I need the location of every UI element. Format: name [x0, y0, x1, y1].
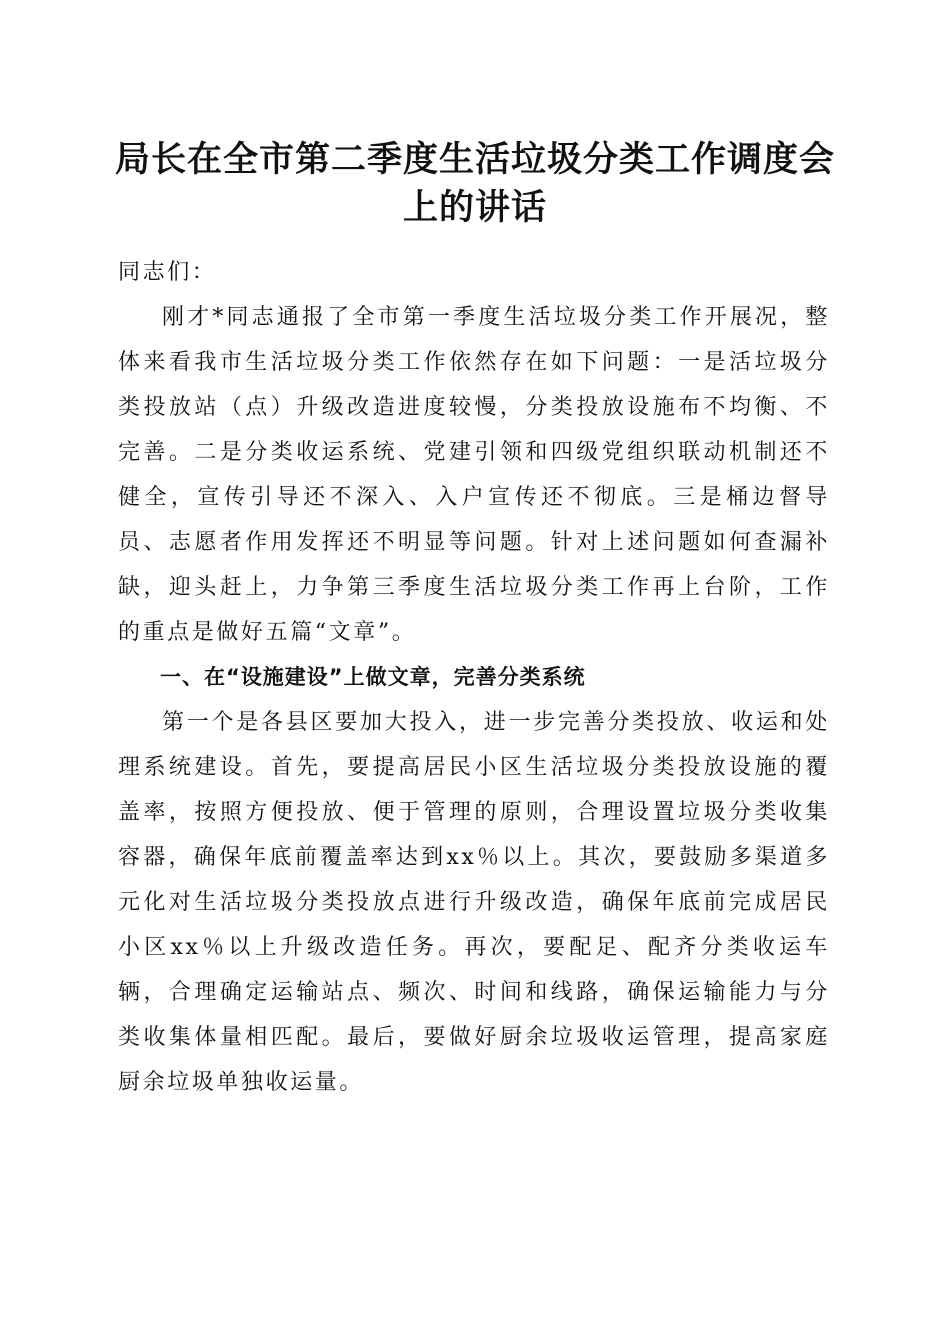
section-heading-1: 一、在“设施建设”上做文章，完善分类系统	[160, 665, 586, 689]
title-line-1: 局长在全市第二季度生活垃圾分类工作调度会	[114, 139, 835, 180]
document-body	[118, 250, 830, 1105]
document-title	[100, 136, 850, 232]
salutation: 同志们：	[118, 260, 217, 285]
paragraph-section-1: 第一个是各县区要加大投入，进一步完善分类投放、收运和处理系统建设。首先，要提高居民小区生活垃圾分类投放设施的覆盖率，按照方便投放、便于管理的原则，合理设置垃圾分类收集容器，确保年底前覆盖率达到xx％以上。其次，要鼓励多渠道多元化对生活垃圾分类投放点进行升级改造，确保年底前完成居民小区xx％以上升级改造任务。再次，要配足、配齐分类收运车辆，合理确定运输站点、频次、时间和线路，确保运输能力与分类收集体量相匹配。最后，要做好厨余垃圾收运管理，提高家庭厨余垃圾单独收运量。	[118, 710, 830, 1095]
title-line-2: 上的讲话	[402, 187, 547, 228]
paragraph-intro: 刚才*同志通报了全市第一季度生活垃圾分类工作开展况，整体来看我市生活垃圾分类工作依然存在如下问题：一是活垃圾分类投放站（点）升级改造进度较慢，分类投放设施布不均衡、不完善。二是分类收运系统、党建引领和四级党组织联动机制还不健全，宣传引导还不深入、入户宣传还不彻底。三是桶边督导员、志愿者作用发挥还不明显等问题。针对上述问题如何查漏补缺，迎头赶上，力争第三季度生活垃圾分类工作再上台阶，工作的重点是做好五篇“文章”。	[118, 305, 830, 645]
